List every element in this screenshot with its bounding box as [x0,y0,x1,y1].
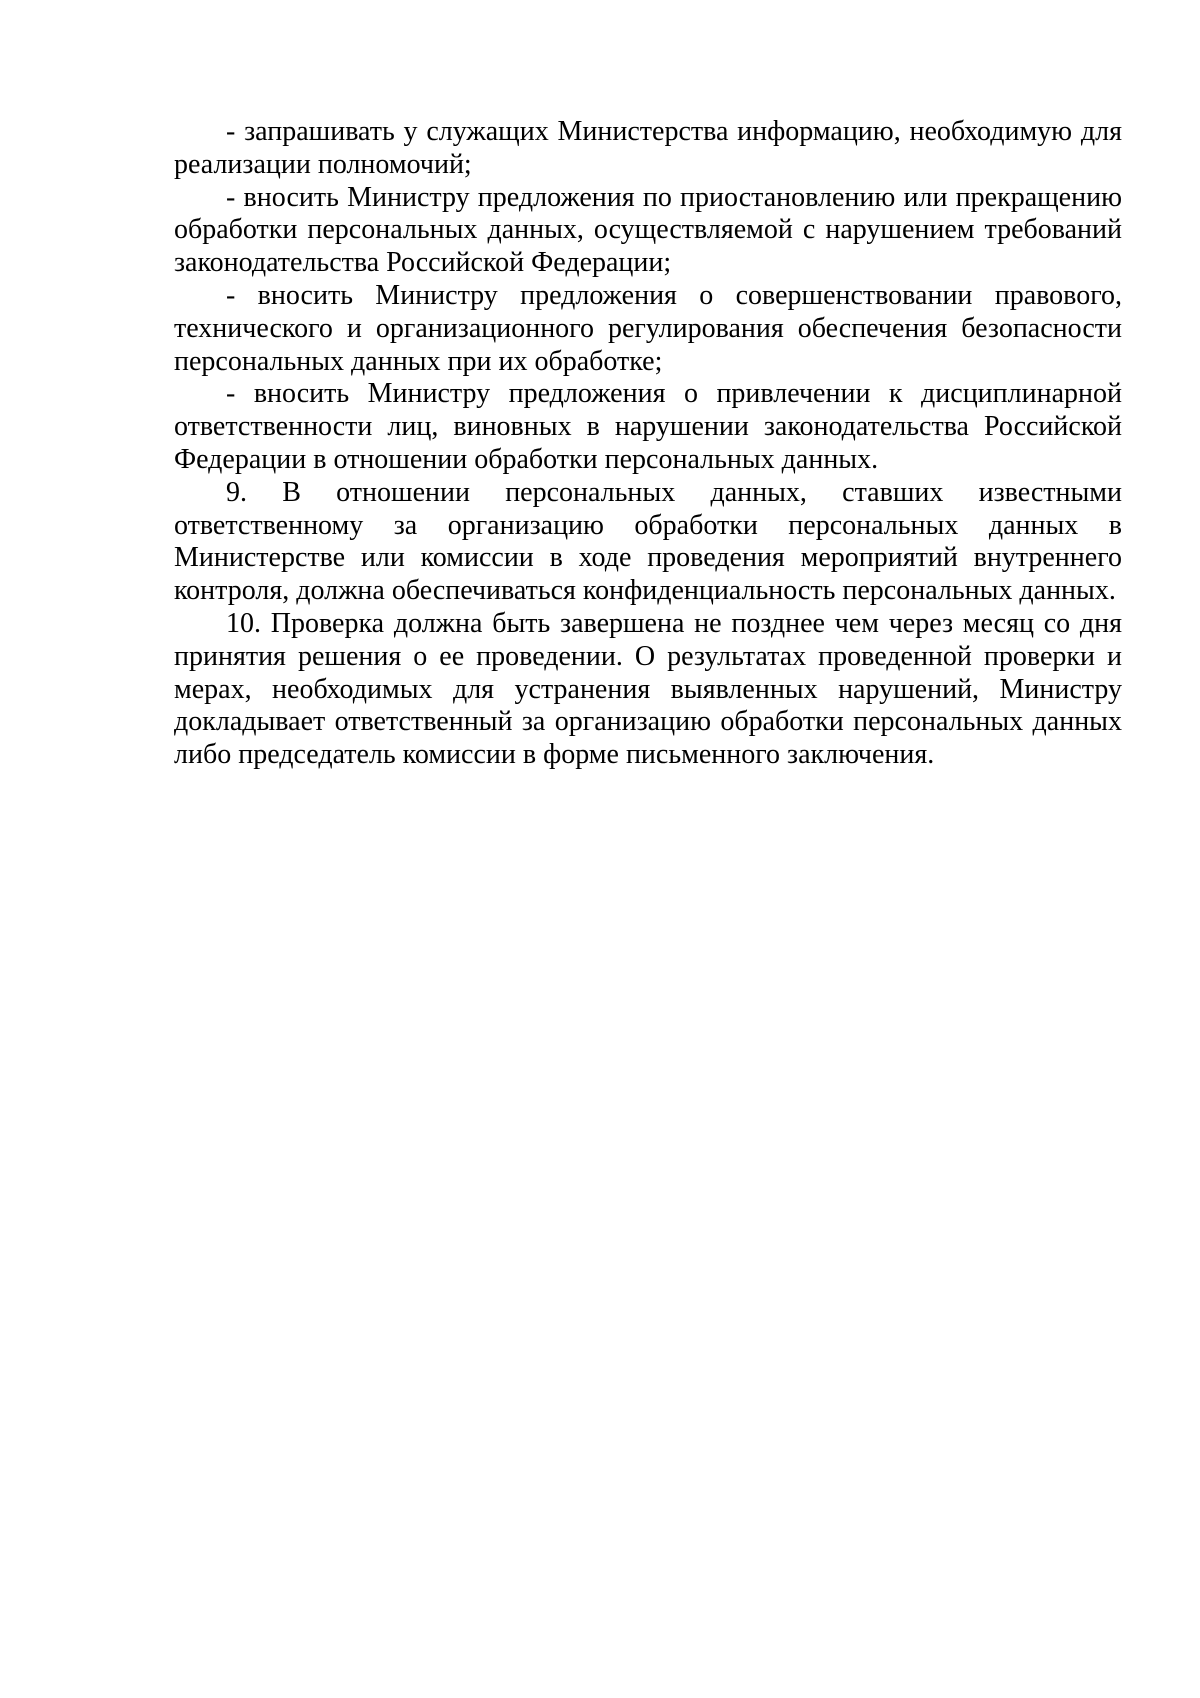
paragraph-improve-regulation: - вносить Министру предложения о совершенствовании правового, технического и организационного регулирования обеспечения безопасности персональных данных при их обработке; [174,279,1122,377]
paragraph-request-information: - запрашивать у служащих Министерства информацию, необходимую для реализации полномочий; [174,116,1122,180]
paragraph-item-10-inspection-deadline: 10. Проверка должна быть завершена не позднее чем через месяц со дня принятия решения о ее проведении. О результатах проведенной проверки и мерах, необходимых для устранения выявленных нарушений, Министру докладывает ответственный за организацию обработки персональных данных либо председатель комиссии в форме письменного заключения. [174,607,1122,771]
paragraph-disciplinary-responsibility: - вносить Министру предложения о привлечении к дисциплинарной ответственности лиц, виновных в нарушении законодательства Российской Федерации в отношении обработки персональных данных. [174,378,1122,475]
paragraph-suspend-processing: - вносить Министру предложения по приостановлению или прекращению обработки персональных данных, осуществляемой с нарушением требований законодательства Российской Федерации; [174,181,1122,279]
document-body [174,116,1122,772]
paragraph-item-9-confidentiality: 9. В отношении персональных данных, ставших известными ответственному за организацию обработки персональных данных в Министерстве или комиссии в ходе проведения мероприятий внутреннего контроля, должна обеспечиваться конфиденциальность персональных данных. [174,476,1122,607]
